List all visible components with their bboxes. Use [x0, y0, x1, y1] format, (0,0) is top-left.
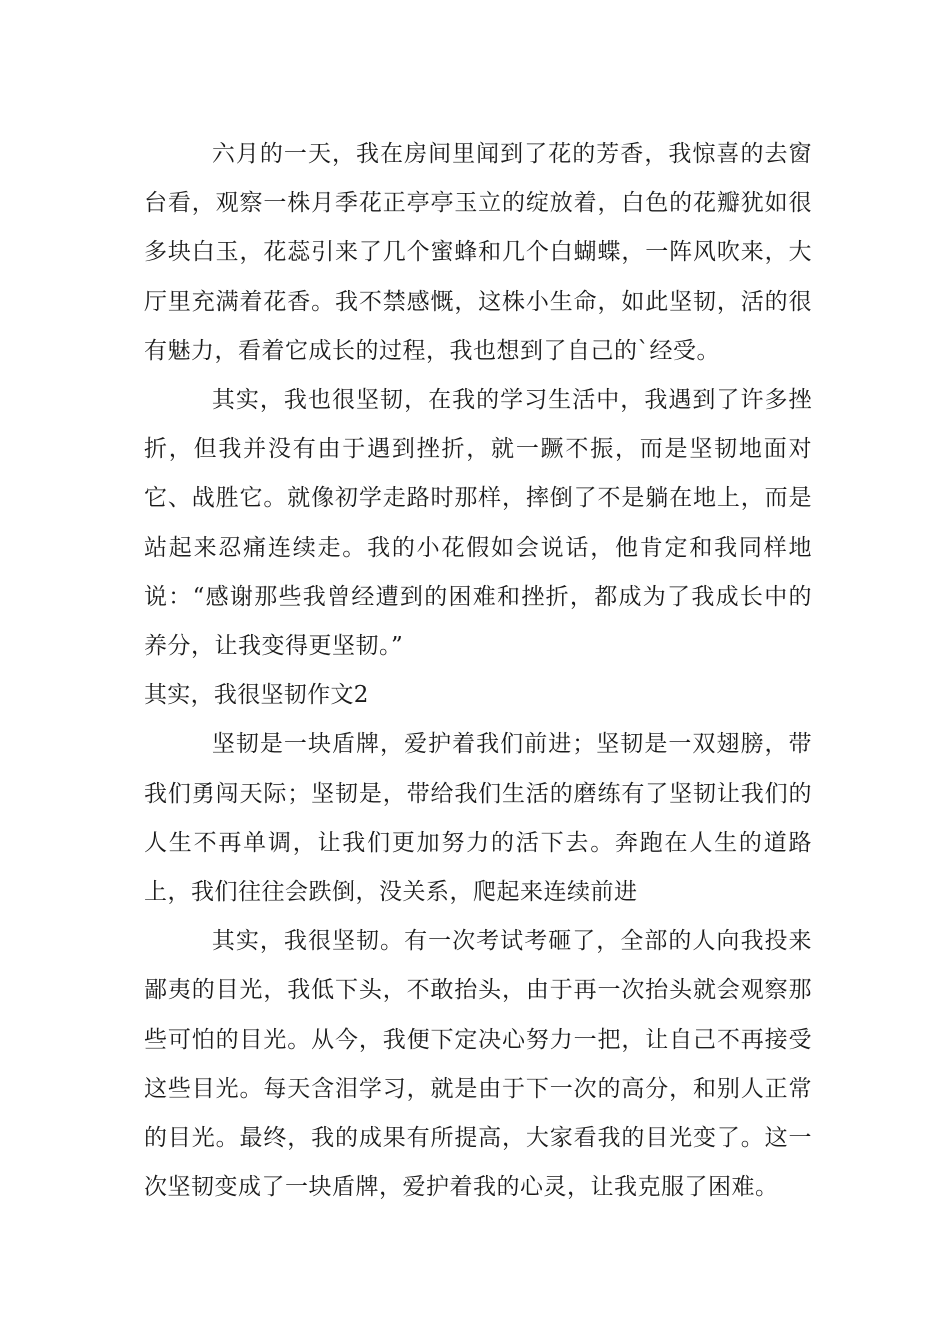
- section-heading: 其实，我很坚韧作文2: [144, 682, 369, 709]
- paragraph-setbacks: 其实，我也很坚韧，在我的学习生活中，我遇到了许多挫折，但我并没有由于遇到挫折，就一蹶不振，而是坚韧地面对它、战胜它。就像初学走路时那样，摔倒了不是躺在地上，而是站起来忍痛连续走。我的小花假如会说话，他肯定和我同样地说：“感谢那些我曾经遭到的困难和挫折，都成为了我成长中的养分，让我变得更坚韧。”: [144, 387, 812, 660]
- paragraph-flower: 六月的一天，我在房间里闻到了花的芳香，我惊喜的去窗台看，观察一株月季花正亭亭玉立的绽放着，白色的花瓣犹如很多块白玉，花蕊引来了几个蜜蜂和几个白蝴蝶，一阵风吹来，大厅里充满着花香。我不禁感慨，这株小生命，如此坚韧，活的很有魅力，看着它成长的过程，我也想到了自己的`经受。: [144, 141, 812, 364]
- document-body: [144, 130, 812, 1212]
- paragraph-shield: 坚韧是一块盾牌，爱护着我们前进；坚韧是一双翅膀，带我们勇闯天际；坚韧是，带给我们生活的磨练有了坚韧让我们的人生不再单调，让我们更加努力的活下去。奔跑在人生的道路上，我们往往会跌倒，没关系，爬起来连续前进: [144, 731, 812, 906]
- paragraph-exam: 其实，我很坚韧。有一次考试考砸了，全部的人向我投来鄙夷的目光，我低下头，不敢抬头，由于再一次抬头就会观察那些可怕的目光。从今，我便下定决心努力一把，让自己不再接受这些目光。每天含泪学习，就是由于下一次的高分，和别人正常的目光。最终，我的成果有所提高，大家看我的目光变了。这一次坚韧变成了一块盾牌，爱护着我的心灵，让我克服了困难。: [144, 928, 812, 1201]
